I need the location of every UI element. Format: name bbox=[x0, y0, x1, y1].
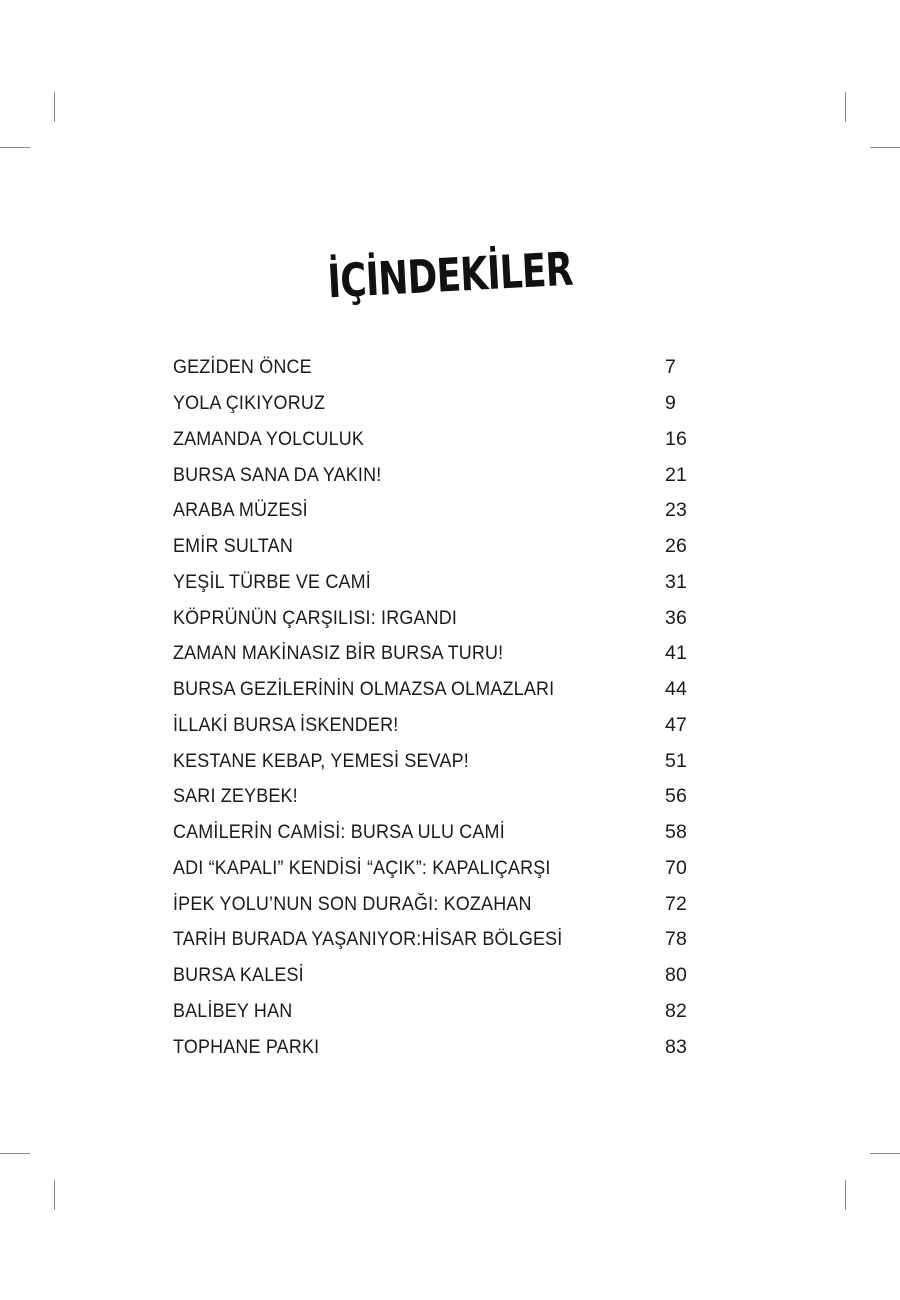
crop-mark-top-left-horizontal bbox=[0, 147, 30, 148]
toc-entry-page-number: 78 bbox=[665, 928, 688, 951]
toc-entry bbox=[173, 743, 705, 779]
toc-entry bbox=[173, 529, 705, 565]
toc-entry-title: ZAMANDA YOLCULUK bbox=[173, 427, 365, 450]
toc-entry-title: ADI “KAPALI” KENDİSİ “AÇIK”: KAPALIÇARŞI bbox=[173, 856, 551, 879]
toc-entry-page-number: 83 bbox=[665, 1035, 688, 1058]
toc-entry bbox=[173, 851, 705, 887]
toc-entry bbox=[173, 1029, 705, 1065]
toc-entry bbox=[173, 386, 705, 422]
toc-entry-title: CAMİLERİN CAMİSİ: BURSA ULU CAMİ bbox=[173, 821, 505, 844]
toc-entry-page-number: 56 bbox=[665, 785, 688, 808]
toc-entry-page-number: 36 bbox=[665, 606, 688, 629]
crop-mark-top-right-vertical bbox=[845, 92, 846, 122]
toc-entry bbox=[173, 600, 705, 636]
toc-entry-page-number: 41 bbox=[665, 642, 688, 665]
crop-mark-bottom-left-horizontal bbox=[0, 1153, 30, 1154]
toc-entry bbox=[173, 994, 705, 1030]
table-of-contents bbox=[173, 350, 705, 1065]
toc-entry bbox=[173, 922, 705, 958]
toc-entry-page-number: 82 bbox=[665, 999, 688, 1022]
page-title-text: İÇİNDEKİLER bbox=[326, 241, 574, 309]
toc-entry-title: ZAMAN MAKİNASIZ BİR BURSA TURU! bbox=[173, 642, 504, 665]
toc-entry-page-number: 47 bbox=[665, 713, 688, 736]
toc-entry bbox=[173, 636, 705, 672]
toc-entry-title: İLLAKİ BURSA İSKENDER! bbox=[173, 713, 399, 736]
toc-entry-title: SARI ZEYBEK! bbox=[173, 785, 298, 808]
crop-mark-top-right-horizontal bbox=[870, 147, 900, 148]
toc-entry-page-number: 51 bbox=[665, 749, 688, 772]
toc-entry-page-number: 21 bbox=[665, 463, 688, 486]
toc-entry-page-number: 7 bbox=[665, 356, 677, 379]
toc-entry-page-number: 58 bbox=[665, 821, 688, 844]
toc-entry-title: TARİH BURADA YAŞANIYOR:HİSAR BÖLGESİ bbox=[173, 928, 563, 951]
toc-entry-title: BURSA SANA DA YAKIN! bbox=[173, 463, 382, 486]
toc-entry-title: KÖPRÜNÜN ÇARŞILISI: IRGANDI bbox=[173, 606, 458, 629]
toc-entry bbox=[173, 457, 705, 493]
toc-entry-page-number: 80 bbox=[665, 964, 688, 987]
toc-entry bbox=[173, 708, 705, 744]
toc-entry bbox=[173, 779, 705, 815]
toc-entry-title: BURSA KALESİ bbox=[173, 964, 304, 987]
toc-entry bbox=[173, 886, 705, 922]
toc-entry-page-number: 70 bbox=[665, 856, 688, 879]
toc-entry bbox=[173, 672, 705, 708]
toc-entry bbox=[173, 565, 705, 601]
toc-entry-title: TOPHANE PARKI bbox=[173, 1035, 320, 1058]
toc-entry-title: GEZİDEN ÖNCE bbox=[173, 356, 312, 379]
crop-mark-top-left-vertical bbox=[54, 92, 55, 122]
toc-entry-title: ARABA MÜZESİ bbox=[173, 499, 308, 522]
crop-mark-bottom-left-vertical bbox=[54, 1180, 55, 1210]
toc-entry-title: YOLA ÇIKIYORUZ bbox=[173, 392, 326, 415]
toc-entry-title: İPEK YOLU’NUN SON DURAĞI: KOZAHAN bbox=[173, 892, 532, 915]
toc-entry-title: EMİR SULTAN bbox=[173, 535, 293, 558]
toc-entry-title: YEŞİL TÜRBE VE CAMİ bbox=[173, 570, 371, 593]
toc-entry-title: BURSA GEZİLERİNİN OLMAZSA OLMAZLARI bbox=[173, 678, 555, 701]
toc-entry-page-number: 31 bbox=[665, 570, 688, 593]
page-title bbox=[0, 241, 900, 309]
crop-mark-bottom-right-vertical bbox=[845, 1180, 846, 1210]
toc-entry-page-number: 44 bbox=[665, 678, 688, 701]
crop-mark-bottom-right-horizontal bbox=[870, 1153, 900, 1154]
toc-entry bbox=[173, 815, 705, 851]
toc-entry-page-number: 23 bbox=[665, 499, 688, 522]
toc-entry-title: BALİBEY HAN bbox=[173, 999, 293, 1022]
toc-entry bbox=[173, 958, 705, 994]
toc-entry bbox=[173, 493, 705, 529]
toc-entry-page-number: 9 bbox=[665, 392, 677, 415]
toc-entry-page-number: 26 bbox=[665, 535, 688, 558]
toc-entry bbox=[173, 422, 705, 458]
toc-entry-title: KESTANE KEBAP, YEMESİ SEVAP! bbox=[173, 749, 469, 772]
toc-entry-page-number: 72 bbox=[665, 892, 688, 915]
toc-entry bbox=[173, 350, 705, 386]
toc-entry-page-number: 16 bbox=[665, 427, 688, 450]
